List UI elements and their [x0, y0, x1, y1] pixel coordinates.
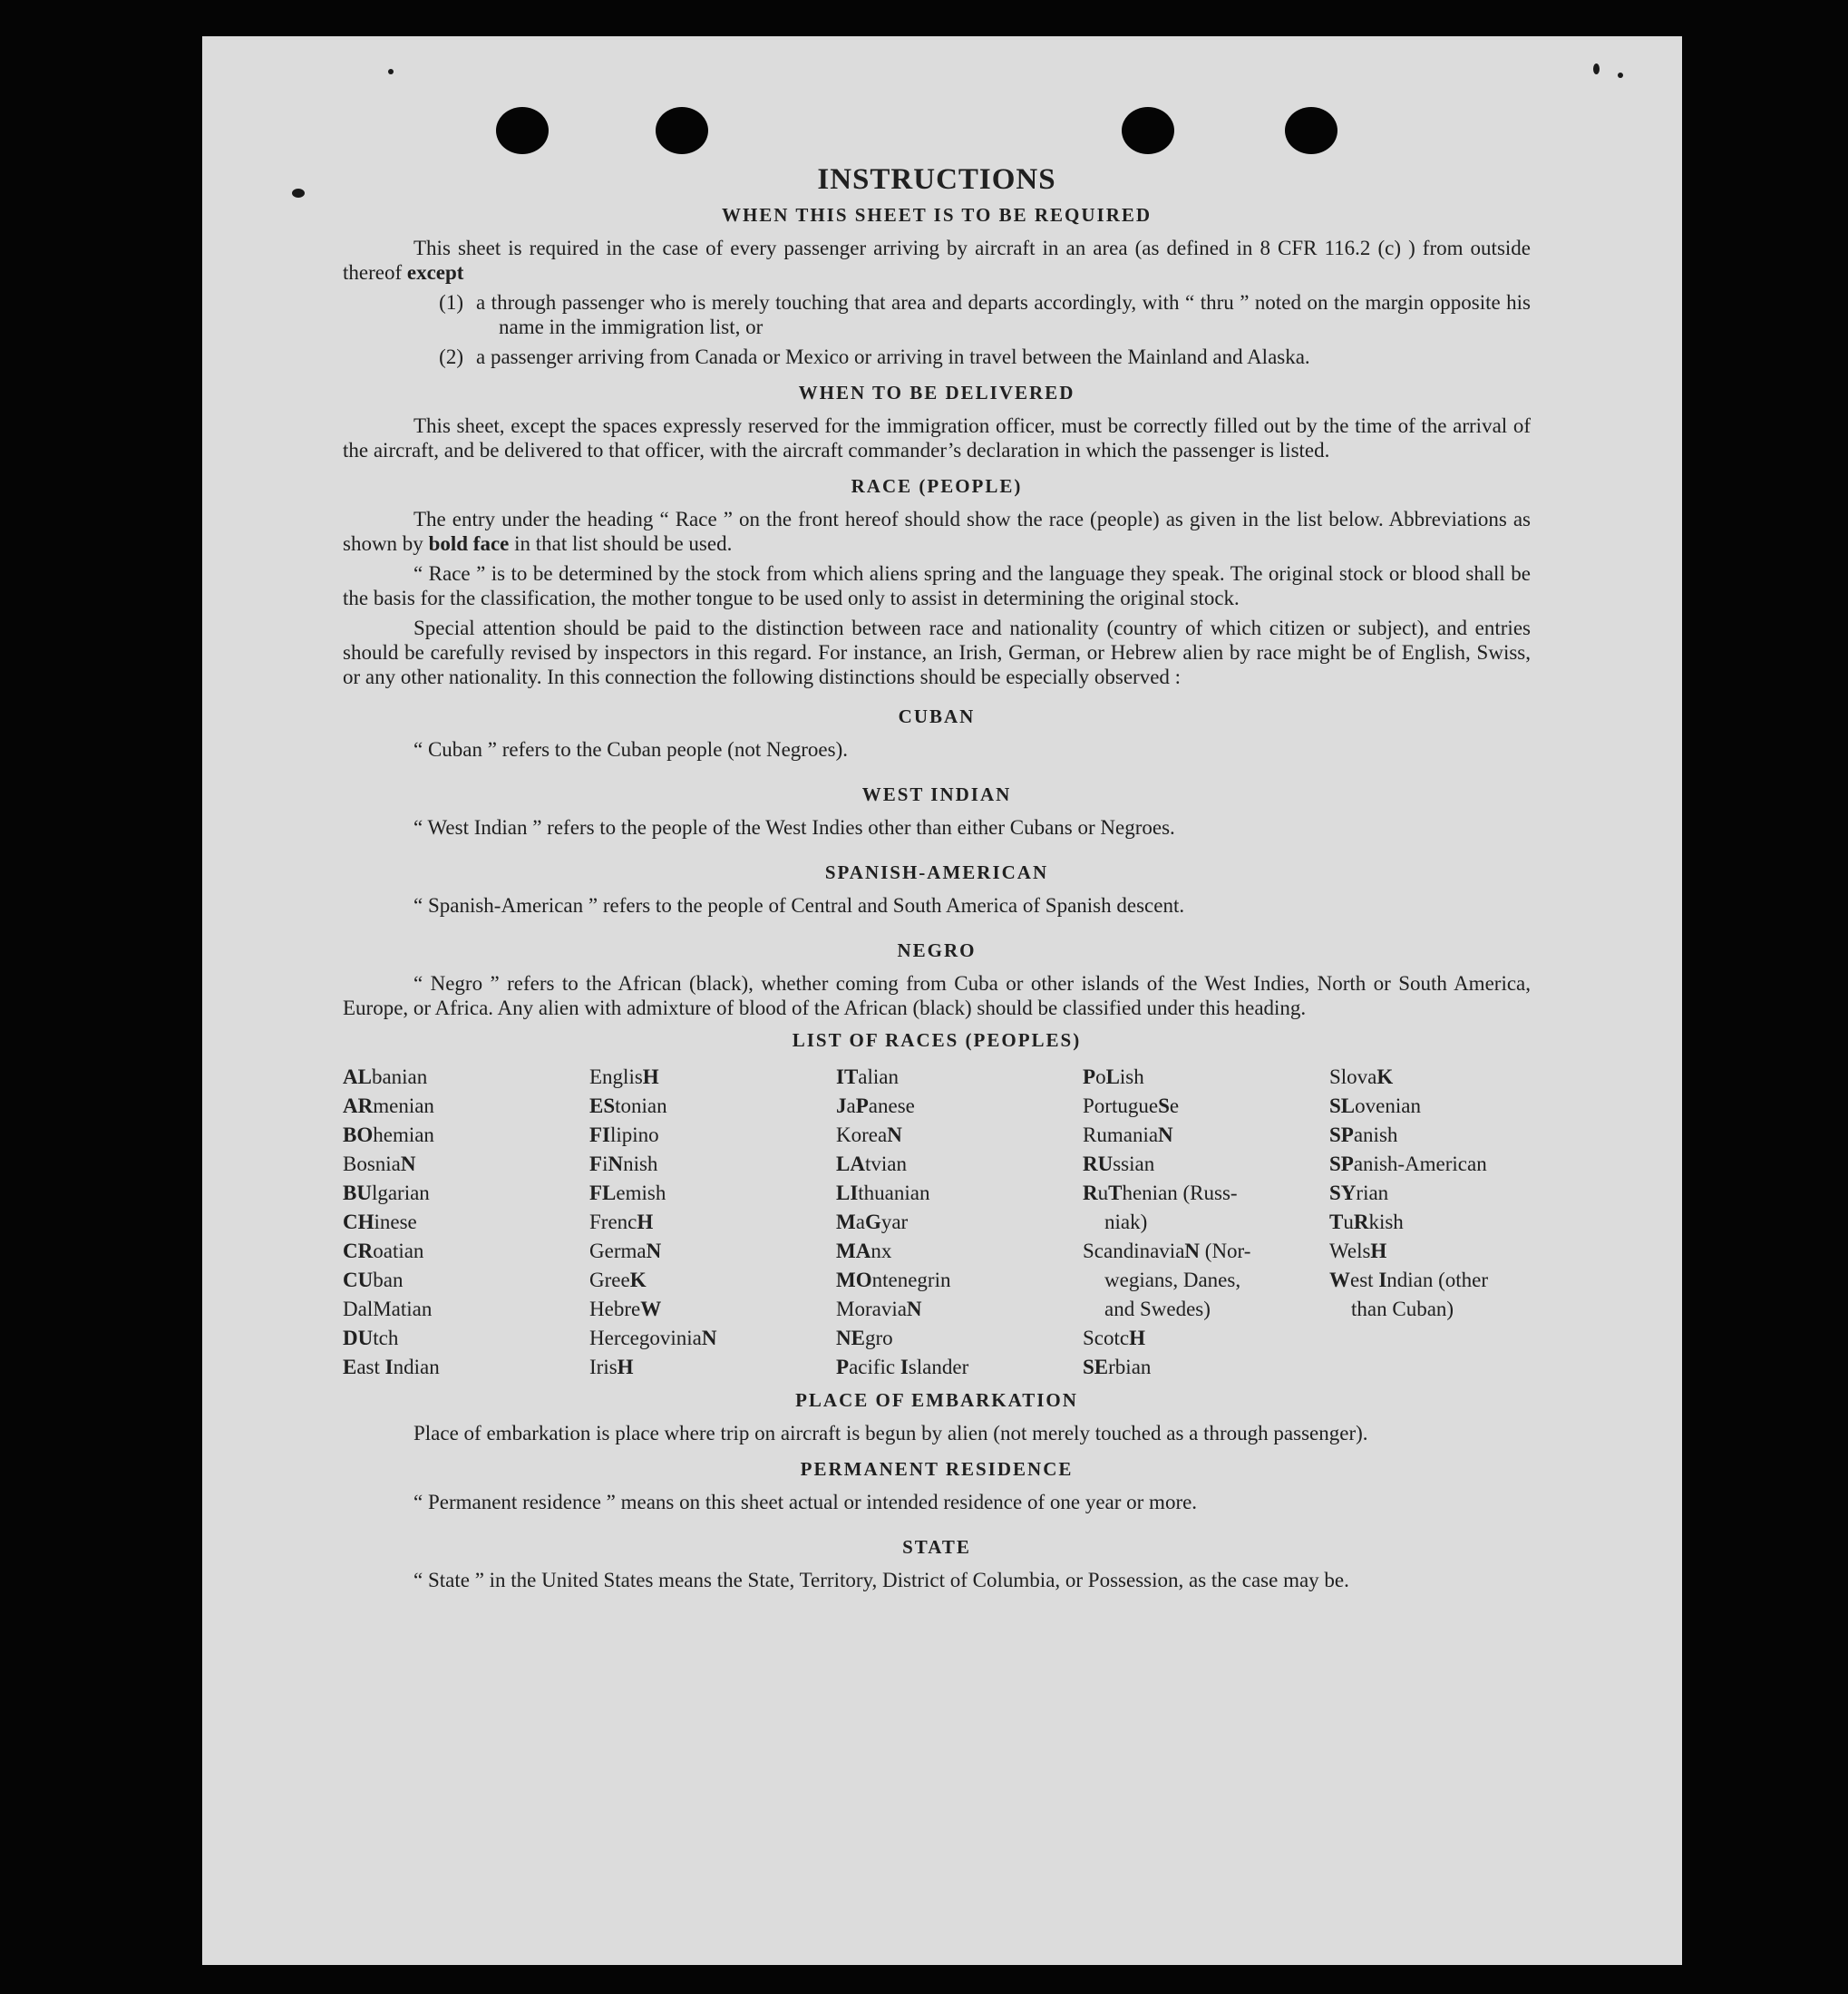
race-entry: HebreW	[589, 1298, 662, 1320]
section-heading-cuban: CUBAN	[898, 705, 976, 727]
section-heading-list-of-races: LIST OF RACES (PEOPLES)	[792, 1029, 1082, 1051]
race-entry: MoraviaN	[836, 1298, 922, 1320]
race-entry: niak)	[1104, 1211, 1148, 1233]
section-heading-residence: PERMANENT RESIDENCE	[800, 1458, 1074, 1480]
race-entry: RumaniaN	[1083, 1123, 1173, 1146]
speck	[292, 189, 305, 198]
races-column	[343, 1063, 589, 1382]
race-entry: SPanish	[1329, 1123, 1398, 1146]
race-entry: SLovenian	[1329, 1094, 1421, 1117]
race-entry: GreeK	[589, 1269, 647, 1291]
race-entry: DUtch	[343, 1327, 399, 1349]
race-entry: GermaN	[589, 1240, 662, 1262]
punch-hole	[1285, 107, 1337, 154]
race-entry: HercegoviniaN	[589, 1327, 717, 1349]
state-text: “ State ” in the United States means the State, Territory, District of Columbia, or Possession, as the case may be.	[413, 1569, 1349, 1591]
section-heading-required: WHEN THIS SHEET IS TO BE REQUIRED	[721, 204, 1153, 226]
race-entry: wegians, Danes,	[1104, 1269, 1241, 1291]
section-heading-state: STATE	[902, 1536, 971, 1558]
race-paragraph-2: “ Race ” is to be determined by the stock from which aliens spring and the language they speak. The original stock or blood shall be the basis for the classification, the mother tongue to be used only to assist in determining the original stock.	[343, 562, 1531, 609]
race-entry: than Cuban)	[1351, 1298, 1454, 1320]
race-entry: ScandinaviaN (Nor-	[1083, 1240, 1251, 1262]
races-column	[1083, 1063, 1329, 1382]
race-entry: KoreaN	[836, 1123, 902, 1146]
list-of-races	[343, 1063, 1531, 1382]
race-entry: BOhemian	[343, 1123, 434, 1146]
race-entry: CRoatian	[343, 1240, 424, 1262]
race-entry: FIlipino	[589, 1123, 659, 1146]
race-entry: West Indian (other	[1329, 1269, 1489, 1291]
section-heading-embarkation: PLACE OF EMBARKATION	[795, 1389, 1078, 1411]
punch-hole	[656, 107, 708, 154]
section-heading-negro: NEGRO	[897, 939, 977, 961]
punch-hole	[496, 107, 549, 154]
race-entry: MAnx	[836, 1240, 892, 1262]
race-entry: LIthuanian	[836, 1182, 930, 1204]
races-column	[1329, 1063, 1531, 1382]
race-entry: MaGyar	[836, 1211, 909, 1233]
delivered-text: This sheet, except the spaces expressly reserved for the immigration officer, must be correctly filled out by the time of the arrival of the aircraft, and be delivered to that officer, with the aircraft commander’s declaration in which the passenger is listed.	[343, 414, 1531, 462]
race-entry: FrencH	[589, 1211, 654, 1233]
race-entry: FiNnish	[589, 1153, 658, 1175]
race-entry: SPanish-American	[1329, 1153, 1487, 1175]
race-entry: EnglisH	[589, 1065, 659, 1088]
spanish-american-text: “ Spanish-American ” refers to the people of Central and South America of Spanish descent.	[413, 894, 1185, 917]
race-entry: Pacific Islander	[836, 1356, 969, 1378]
race-entry: ARmenian	[343, 1094, 434, 1117]
race-entry: and Swedes)	[1104, 1298, 1211, 1320]
speck	[388, 69, 394, 74]
race-paragraph-1: The entry under the heading “ Race ” on the front hereof should show the race (people) as given in the list below. Abbreviations as shown by bold face in that list should be used.	[343, 508, 1531, 555]
race-entry: PortugueSe	[1083, 1094, 1180, 1117]
race-entry: East Indian	[343, 1356, 440, 1378]
races-column	[589, 1063, 836, 1382]
race-entry: SErbian	[1083, 1356, 1152, 1378]
section-heading-west-indian: WEST INDIAN	[861, 783, 1012, 805]
required-intro: This sheet is required in the case of every passenger arriving by aircraft in an area (as defined in 8 CFR 116.2 (c) ) from outside thereof except	[343, 237, 1531, 284]
race-entry: LAtvian	[836, 1153, 907, 1175]
speck	[1593, 63, 1600, 74]
section-heading-delivered: WHEN TO BE DELIVERED	[798, 382, 1075, 404]
race-entry: FLemish	[589, 1182, 666, 1204]
speck	[1618, 73, 1623, 78]
race-entry: CUban	[343, 1269, 404, 1291]
race-entry: BUlgarian	[343, 1182, 430, 1204]
embarkation-text: Place of embarkation is place where trip on aircraft is begun by alien (not merely touched as a through passenger).	[413, 1422, 1368, 1444]
race-paragraph-3: Special attention should be paid to the distinction between race and nationality (country of which citizen or subject), and entries should be carefully revised by inspectors in this regard. For instance, an Irish, German, or Hebrew alien by race might be of English, Swiss, or any other nationality. In this connection the following distinctions should be especially observed :	[343, 617, 1531, 688]
punch-hole	[1122, 107, 1174, 154]
race-entry: ALbanian	[343, 1065, 428, 1088]
section-heading-race: RACE (PEOPLE)	[851, 475, 1023, 497]
instruction-sheet	[202, 36, 1682, 1965]
race-entry: NEgro	[836, 1327, 893, 1349]
race-entry: IrisH	[589, 1356, 634, 1378]
race-entry: WelsH	[1329, 1240, 1387, 1262]
section-heading-spanish-american: SPANISH-AMERICAN	[824, 861, 1049, 883]
race-entry: TuRkish	[1329, 1211, 1404, 1233]
race-entry: DalMatian	[343, 1298, 433, 1320]
race-entry: CHinese	[343, 1211, 417, 1233]
race-entry: MOntenegrin	[836, 1269, 951, 1291]
negro-text: “ Negro ” refers to the African (black), whether coming from Cuba or other islands of the West Indies, North or South America, Europe, or Africa. Any alien with admixture of blood of the African (black) should be classified under this heading.	[343, 972, 1531, 1019]
race-entry: RuThenian (Russ-	[1083, 1182, 1238, 1204]
race-entry: EStonian	[589, 1094, 667, 1117]
race-entry: PoLish	[1083, 1065, 1144, 1088]
exception-item: (1) a through passenger who is merely touching that area and departs accordingly, with “ thru ” noted on the margin opposite his name in the immigration list, or	[439, 291, 1531, 338]
race-entry: ScotcH	[1083, 1327, 1145, 1349]
race-entry: JaPanese	[836, 1094, 915, 1117]
page-title: INSTRUCTIONS	[817, 163, 1056, 196]
instructions-content	[343, 163, 1531, 1592]
races-column	[836, 1063, 1083, 1382]
race-entry: ITalian	[836, 1065, 899, 1088]
west-indian-text: “ West Indian ” refers to the people of the West Indies other than either Cubans or Negroes.	[413, 816, 1175, 839]
cuban-text: “ Cuban ” refers to the Cuban people (not Negroes).	[413, 738, 849, 761]
residence-text: “ Permanent residence ” means on this sheet actual or intended residence of one year or more.	[413, 1491, 1198, 1513]
race-entry: RUssian	[1083, 1153, 1155, 1175]
race-entry: SlovaK	[1329, 1065, 1394, 1088]
exception-item: (2) a passenger arriving from Canada or Mexico or arriving in travel between the Mainland and Alaska.	[439, 345, 1310, 368]
race-entry: SYrian	[1329, 1182, 1389, 1204]
race-entry: BosniaN	[343, 1153, 416, 1175]
